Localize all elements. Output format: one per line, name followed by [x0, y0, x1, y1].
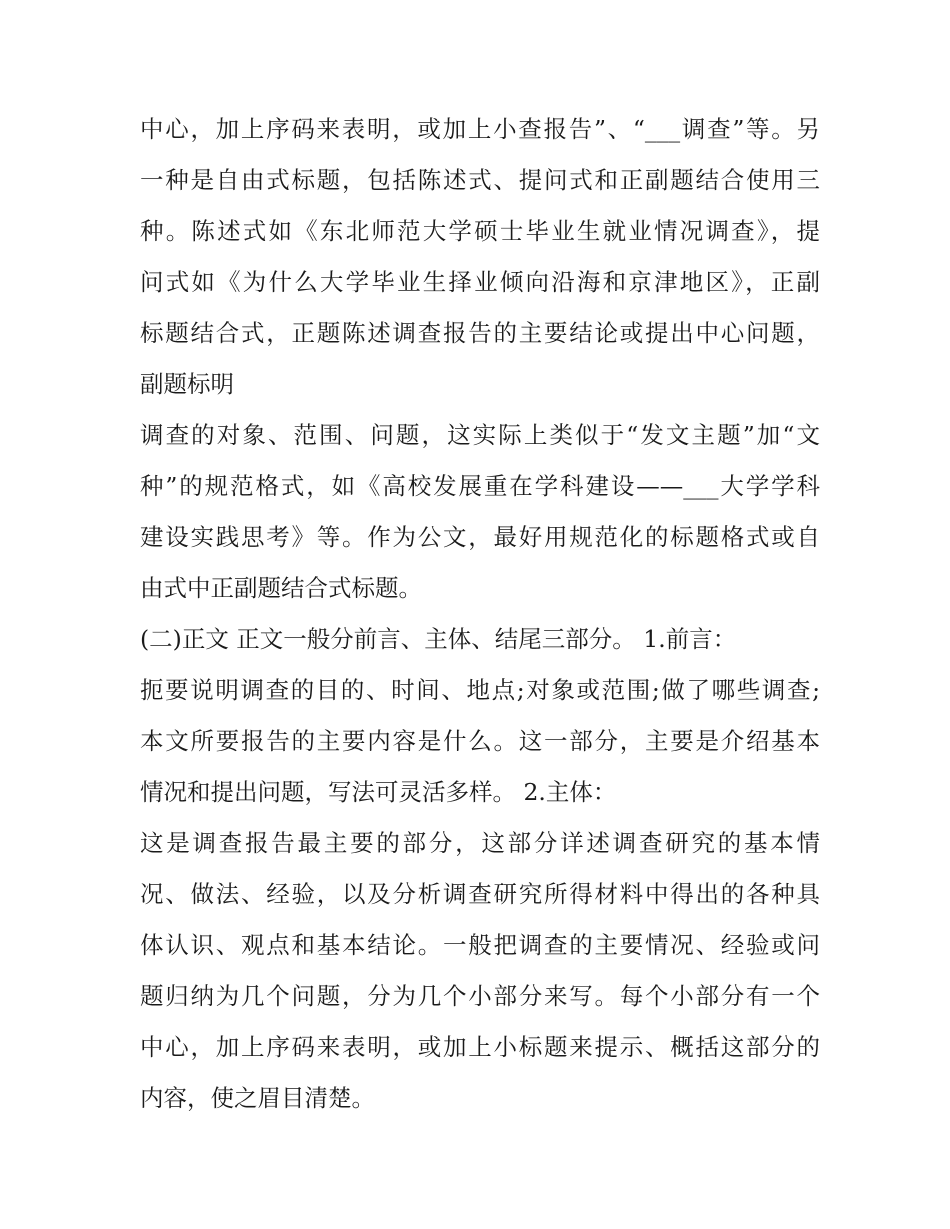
- text-line: 种。陈述式如《东北师范大学硕士毕业生就业情况调查》，提: [140, 217, 820, 245]
- text-line: 题归纳为几个问题，分为几个小部分来写。每个小部分有一个: [140, 982, 820, 1010]
- text-line: 扼要说明调查的目的、时间、地点;对象或范围;做了哪些调查;: [140, 676, 820, 704]
- text-line: 调查的对象、范围、问题，这实际上类似于“发文主题”加“文: [140, 421, 820, 449]
- text-line: 标题结合式，正题陈述调查报告的主要结论或提出中心问题，: [140, 319, 820, 347]
- text-line: 建设实践思考》等。作为公文，最好用规范化的标题格式或自: [140, 523, 820, 551]
- text-line: 中心，加上序码来表明，或加上小查报告”、“___调查”等。另: [140, 115, 820, 143]
- text-line: (二)正文 正文一般分前言、主体、结尾三部分。 1.前言：: [140, 625, 737, 653]
- text-line: 体认识、观点和基本结论。一般把调查的主要情况、经验或问: [140, 931, 820, 959]
- text-line: 本文所要报告的主要内容是什么。这一部分，主要是介绍基本: [140, 727, 820, 755]
- text-line: 中心，加上序码来表明，或加上小标题来提示、概括这部分的: [140, 1033, 820, 1061]
- text-line: 种”的规范格式，如《高校发展重在学科建设——___大学学科: [140, 472, 820, 500]
- body-text: [140, 104, 820, 1124]
- text-line: 况、做法、经验，以及分析调查研究所得材料中得出的各种具: [140, 880, 820, 908]
- text-line: 副题标明: [140, 370, 234, 398]
- text-line: 内容，使之眉目清楚。: [140, 1084, 375, 1112]
- text-line: 一种是自由式标题，包括陈述式、提问式和正副题结合使用三: [140, 166, 820, 194]
- text-line: 情况和提出问题，写法可灵活多样。 2.主体：: [140, 778, 617, 806]
- text-line: 问式如《为什么大学毕业生择业倾向沿海和京津地区》，正副: [140, 268, 820, 296]
- text-line: 由式中正副题结合式标题。: [140, 574, 422, 602]
- text-line: 这是调查报告最主要的部分，这部分详述调查研究的基本情: [140, 829, 820, 857]
